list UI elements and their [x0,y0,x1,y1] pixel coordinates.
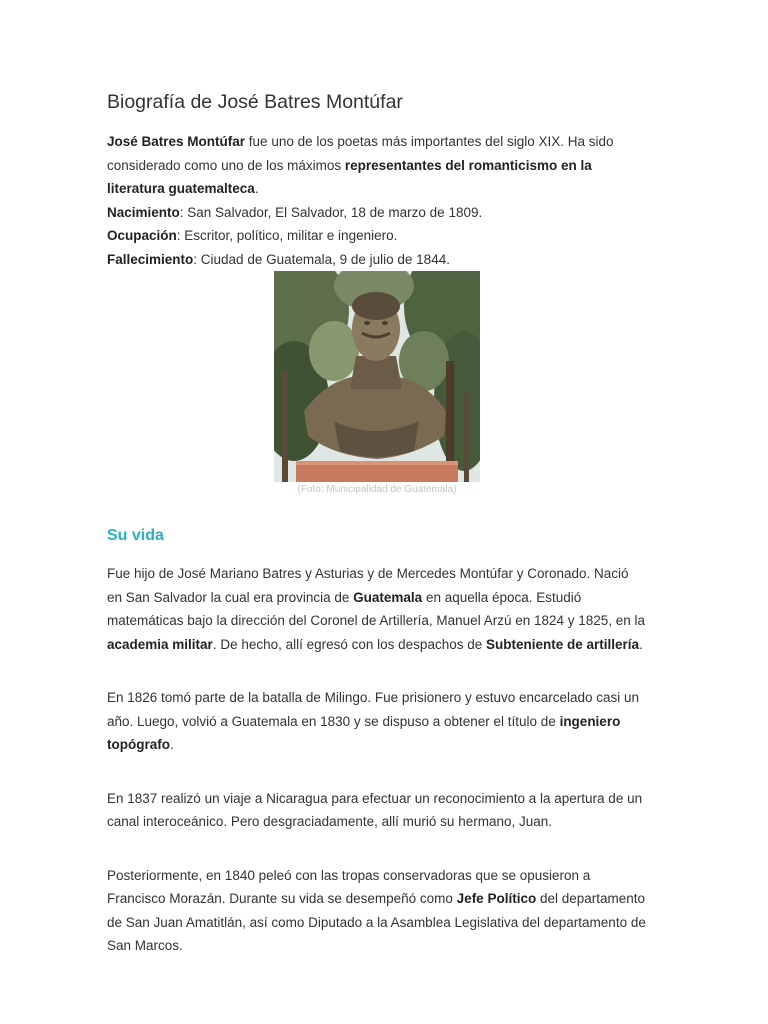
intro-paragraph: José Batres Montúfar fue uno de los poetas más importantes del siglo XIX. Ha sido considerado como uno de los máximos representantes del romanticismo en la literatura guatemalteca. [107,134,614,196]
section-title: Su vida [107,527,164,544]
article [107,88,647,988]
fact-occupation: Ocupación: Escritor, político, militar e ingeniero. [107,228,398,243]
photo-figure [107,271,647,496]
paragraph-1: Fue hijo de José Mariano Batres y Asturias y de Mercedes Montúfar y Coronado. Nació en San Salvador la cual era provincia de Guatemala en aquella época. Estudió matemáticas bajo la dirección del Coronel de Artillería, Manuel Arzú en 1824 y 1825, en la academia militar. De hecho, allí egresó con los despachos de Subteniente de artillería. [107,566,646,652]
page-title: Biografía de José Batres Montúfar [107,91,403,113]
paragraph-3: En 1837 realizó un viaje a Nicaragua para efectuar un reconocimiento a la apertura de un canal interoceánico. Pero desgraciadamente, allí murió su hermano, Juan. [107,790,643,829]
bust-photo [274,271,480,482]
fact-death: Fallecimiento: Ciudad de Guatemala, 9 de julio de 1844. [107,251,450,267]
fact-birth: Nacimiento: San Salvador, El Salvador, 18 de marzo de 1809. [107,204,483,220]
paragraph-4: Posteriormente, en 1840 peleó con las tropas conservadoras que se opusieron a Francisco Morazán. Durante su vida se desempeñó como Jefe Político del departamento de San Juan Amatitlán, así como Diputado a la Asamblea Legislativa del departamento de San Marcos. [107,867,646,953]
paragraph-2: En 1826 tomó parte de la batalla de Milingo. Fue prisionero y estuvo encarcelado casi un año. Luego, volvió a Guatemala en 1830 y se dispuso a obtener el título de ingeniero topógrafo. [107,690,640,752]
intro-name: José Batres Montúfar [107,134,246,149]
photo-caption: (Foto: Municipalidad de Guatemala) [297,484,457,495]
